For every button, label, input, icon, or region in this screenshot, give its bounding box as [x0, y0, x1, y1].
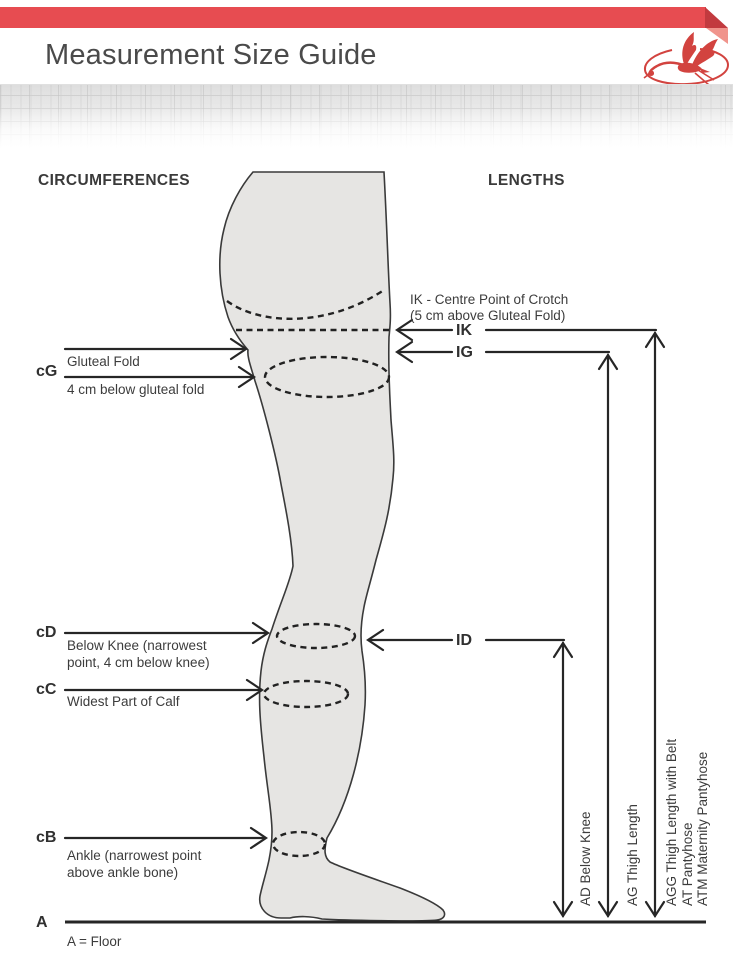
cD-code: cD [36, 624, 57, 641]
cB-code: cB [36, 829, 57, 846]
AGG-vertical-arrow [646, 333, 664, 916]
ID-code: ID [456, 632, 472, 649]
cG-code: cG [36, 363, 58, 380]
IK-note [410, 292, 568, 323]
page-title: Measurement Size Guide [45, 39, 377, 71]
cC-code: cC [36, 681, 57, 698]
IG-horizontal-arrow [397, 342, 609, 362]
AG-vertical-arrow [599, 355, 617, 916]
IK-horizontal-arrow [397, 320, 656, 340]
IK-note-line2: (5 cm above Gluteal Fold) [410, 307, 566, 323]
AGG-thigh-length-with-belt-label: AGG Thigh Length with Belt [664, 738, 679, 906]
AD-vertical-arrow [554, 643, 572, 916]
cD-label-line2: point, 4 cm below knee) [67, 655, 210, 670]
cD-label [67, 637, 210, 671]
IG-code: IG [456, 344, 473, 361]
cG-label-gluteal-fold: Gluteal Fold [67, 354, 140, 369]
cG-label-below-gluteal-fold: 4 cm below gluteal fold [67, 382, 205, 397]
cB-label-line1: Ankle (narrowest point [67, 848, 202, 863]
circumferences-heading: CIRCUMFERENCES [38, 172, 190, 189]
circumference-arrows [65, 339, 268, 848]
cB-label [67, 847, 201, 881]
AG-thigh-length-label: AG Thigh Length [625, 804, 640, 906]
IK-note-line1: IK - Centre Point of Crotch [410, 292, 569, 307]
A-floor-label: A = Floor [67, 934, 122, 949]
AGG-AT-ATM-labels [664, 739, 711, 906]
AT-pantyhose-label: AT Pantyhose [679, 822, 695, 906]
IK-code: IK [456, 322, 472, 339]
lengths-heading: LENGTHS [488, 172, 565, 189]
cD-label-line1: Below Knee (narrowest [67, 638, 207, 653]
leg-silhouette [220, 172, 445, 921]
cB-arrow [65, 828, 266, 848]
AD-below-knee-label: AD Below Knee [578, 811, 593, 906]
ATM-maternity-pantyhose-label: ATM Maternity Pantyhose [695, 751, 710, 906]
length-arrows [368, 320, 664, 916]
cB-label-line2: above ankle bone) [67, 865, 179, 880]
cC-label: Widest Part of Calf [67, 694, 180, 709]
A-code: A [36, 914, 48, 931]
